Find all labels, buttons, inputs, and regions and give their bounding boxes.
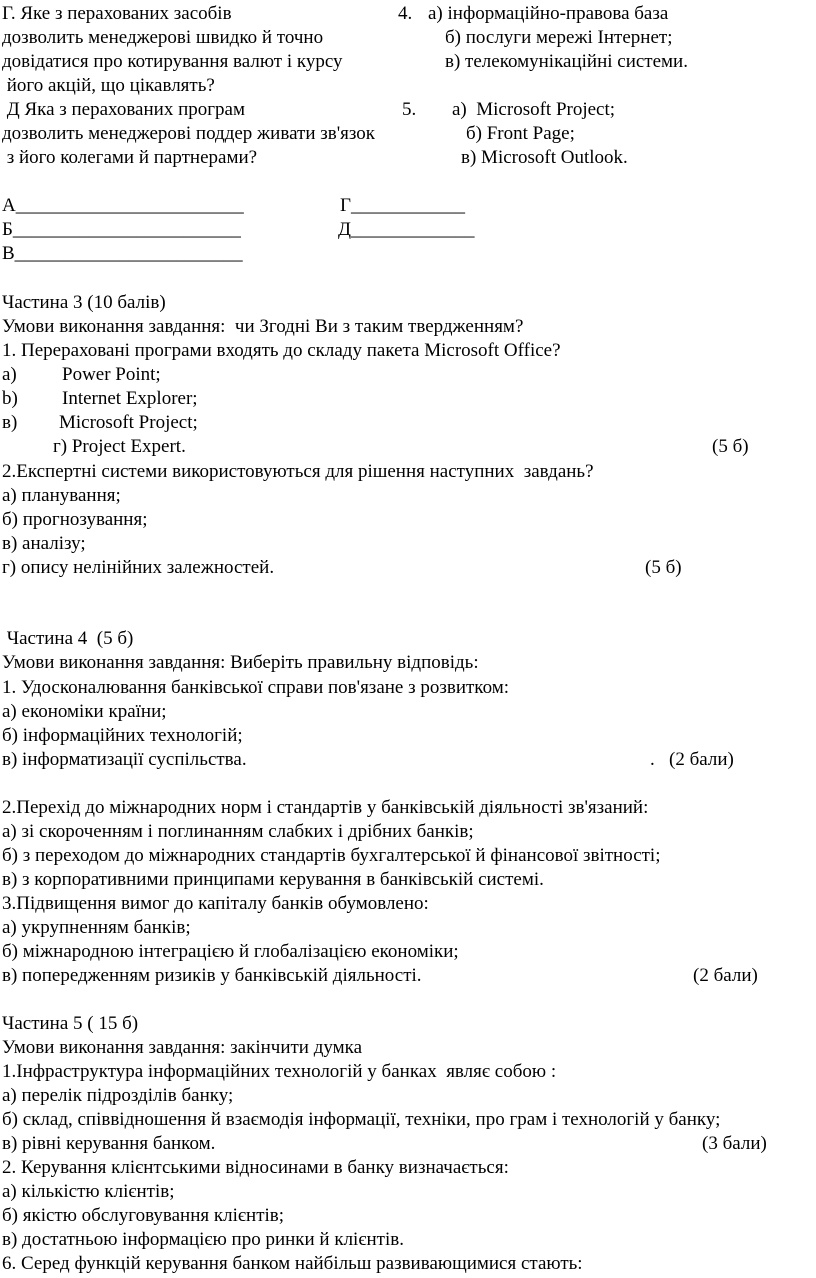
question-g-line-2: дозволить менеджерові швидко й точно — [2, 27, 324, 48]
part4-title: Частина 4 (5 б) — [2, 628, 134, 649]
question-4-number: 4. — [398, 3, 413, 24]
part3-q1-option-text-3: Microsoft Project; — [59, 412, 198, 433]
part5-condition: Умови виконання завдання: закінчити думка — [2, 1037, 363, 1058]
answer-blank-v: В________________________ — [2, 243, 243, 264]
part4-q1-option-1: а) економіки країни; — [2, 701, 167, 722]
part3-q2-points: (5 б) — [645, 557, 682, 578]
answer-blank-a: А________________________ — [2, 195, 244, 216]
question-g-line-3: довідатися про котирування валют і курсу — [2, 51, 343, 72]
part5-question-2: 2. Керування клієнтськими відносинами в банку визначається: — [2, 1157, 509, 1178]
part5-title: Частина 5 ( 15 б) — [2, 1013, 139, 1034]
question-4-option-a: а) інформаційно-правова база — [428, 3, 669, 24]
part3-q1-option-4: г) Project Expert. — [53, 436, 186, 457]
part3-question-2: 2.Експертні системи використовуються для рішення наступних завдань? — [2, 461, 594, 482]
question-4-option-b: б) послуги мережі Інтернет; — [445, 27, 673, 48]
answer-blank-g: Г____________ — [340, 195, 465, 216]
answer-blank-d: Д_____________ — [338, 219, 475, 240]
part4-q3-option-3: в) попередженням ризиків у банківській діяльності. — [2, 965, 422, 986]
part4-q1-points: . (2 бали) — [650, 749, 734, 770]
part4-condition: Умови виконання завдання: Виберіть правильну відповідь: — [2, 652, 479, 673]
question-5-option-b: б) Front Page; — [466, 123, 575, 144]
part4-question-2: 2.Перехід до міжнародних норм і стандартів у банківській діяльності зв'язаний: — [2, 797, 649, 818]
part4-q2-option-2: б) з переходом до міжнародних стандартів бухгалтерської й фінансової звітності; — [2, 845, 661, 866]
part3-condition: Умови виконання завдання: чи Згодні Ви з таким твердженням? — [2, 316, 524, 337]
question-d-line-2: дозволить менеджерові поддер живати зв'язок — [2, 123, 375, 144]
part4-q3-points: (2 бали) — [693, 965, 758, 986]
question-4-option-v: в) телекомунікаційні системи. — [445, 51, 688, 72]
part4-q1-option-2: б) інформаційних технологій; — [2, 725, 243, 746]
part4-q1-option-3: в) інформатизації суспільства. — [2, 749, 247, 770]
part3-q1-option-letter-1: а) — [2, 364, 17, 385]
part4-q2-option-1: а) зі скороченням і поглинанням слабких і дрібних банків; — [2, 821, 474, 842]
part5-q1-option-2: б) склад, співвідношення й взаємодія інформації, техніки, про грам і технологій у банку; — [2, 1109, 721, 1130]
question-5-option-v: в) Microsoft Outlook. — [461, 147, 628, 168]
part5-q2-option-2: б) якістю обслуговування клієнтів; — [2, 1205, 285, 1226]
part3-q2-option-2: б) прогнозування; — [2, 509, 148, 530]
part5-q2-option-1: а) кількістю клієнтів; — [2, 1181, 175, 1202]
part3-q1-option-letter-3: в) — [2, 412, 18, 433]
part3-q2-option-1: а) планування; — [2, 485, 121, 506]
question-d-line-3: з його колегами й партнерами? — [2, 147, 258, 168]
part3-q2-option-3: в) аналізу; — [2, 533, 86, 554]
part4-q3-option-2: б) міжнародною інтеграцією й глобалізацією економіки; — [2, 941, 459, 962]
question-g-line-4: його акцій, що цікавлять? — [2, 75, 215, 96]
part4-question-3: 3.Підвищення вимог до капіталу банків обумовлено: — [2, 893, 429, 914]
part3-title: Частина 3 (10 балів) — [2, 292, 166, 313]
part5-q1-option-3: в) рівні керування банком. — [2, 1133, 216, 1154]
part3-question-1: 1. Перераховані програми входять до складу пакета Microsoft Office? — [2, 340, 561, 361]
answer-blank-b: Б________________________ — [2, 219, 241, 240]
part3-q1-option-letter-2: b) — [2, 388, 18, 409]
part4-question-1: 1. Удосконалювання банківської справи пов'язане з розвитком: — [2, 677, 510, 698]
part3-q2-option-4: г) опису нелінійних залежностей. — [2, 557, 275, 578]
part5-q1-points: (3 бали) — [702, 1133, 767, 1154]
part5-q2-option-3: в) достатньою інформацією про ринки й клієнтів. — [2, 1229, 404, 1250]
question-g-line-1: Г. Яке з перахованих засобів — [2, 3, 232, 24]
question-5-number: 5. — [402, 99, 417, 120]
part3-q1-option-text-2: Internet Explorer; — [62, 388, 198, 409]
part3-q1-option-text-1: Power Point; — [62, 364, 161, 385]
part5-question-6: 6. Серед функцій керування банком найбільш развивающимися стають: — [2, 1253, 583, 1274]
part5-q1-option-1: а) перелік підрозділів банку; — [2, 1085, 234, 1106]
part5-question-1: 1.Інфраструктура інформаційних технологій у банках являє собою : — [2, 1061, 557, 1082]
part4-q3-option-1: а) укрупненням банків; — [2, 917, 191, 938]
question-d-line-1: Д Яка з перахованих програм — [2, 99, 245, 120]
question-5-option-a: а) Microsoft Project; — [452, 99, 616, 120]
part4-q2-option-3: в) з корпоративними принципами керування в банківській системі. — [2, 869, 544, 890]
part3-q1-points: (5 б) — [712, 436, 749, 457]
